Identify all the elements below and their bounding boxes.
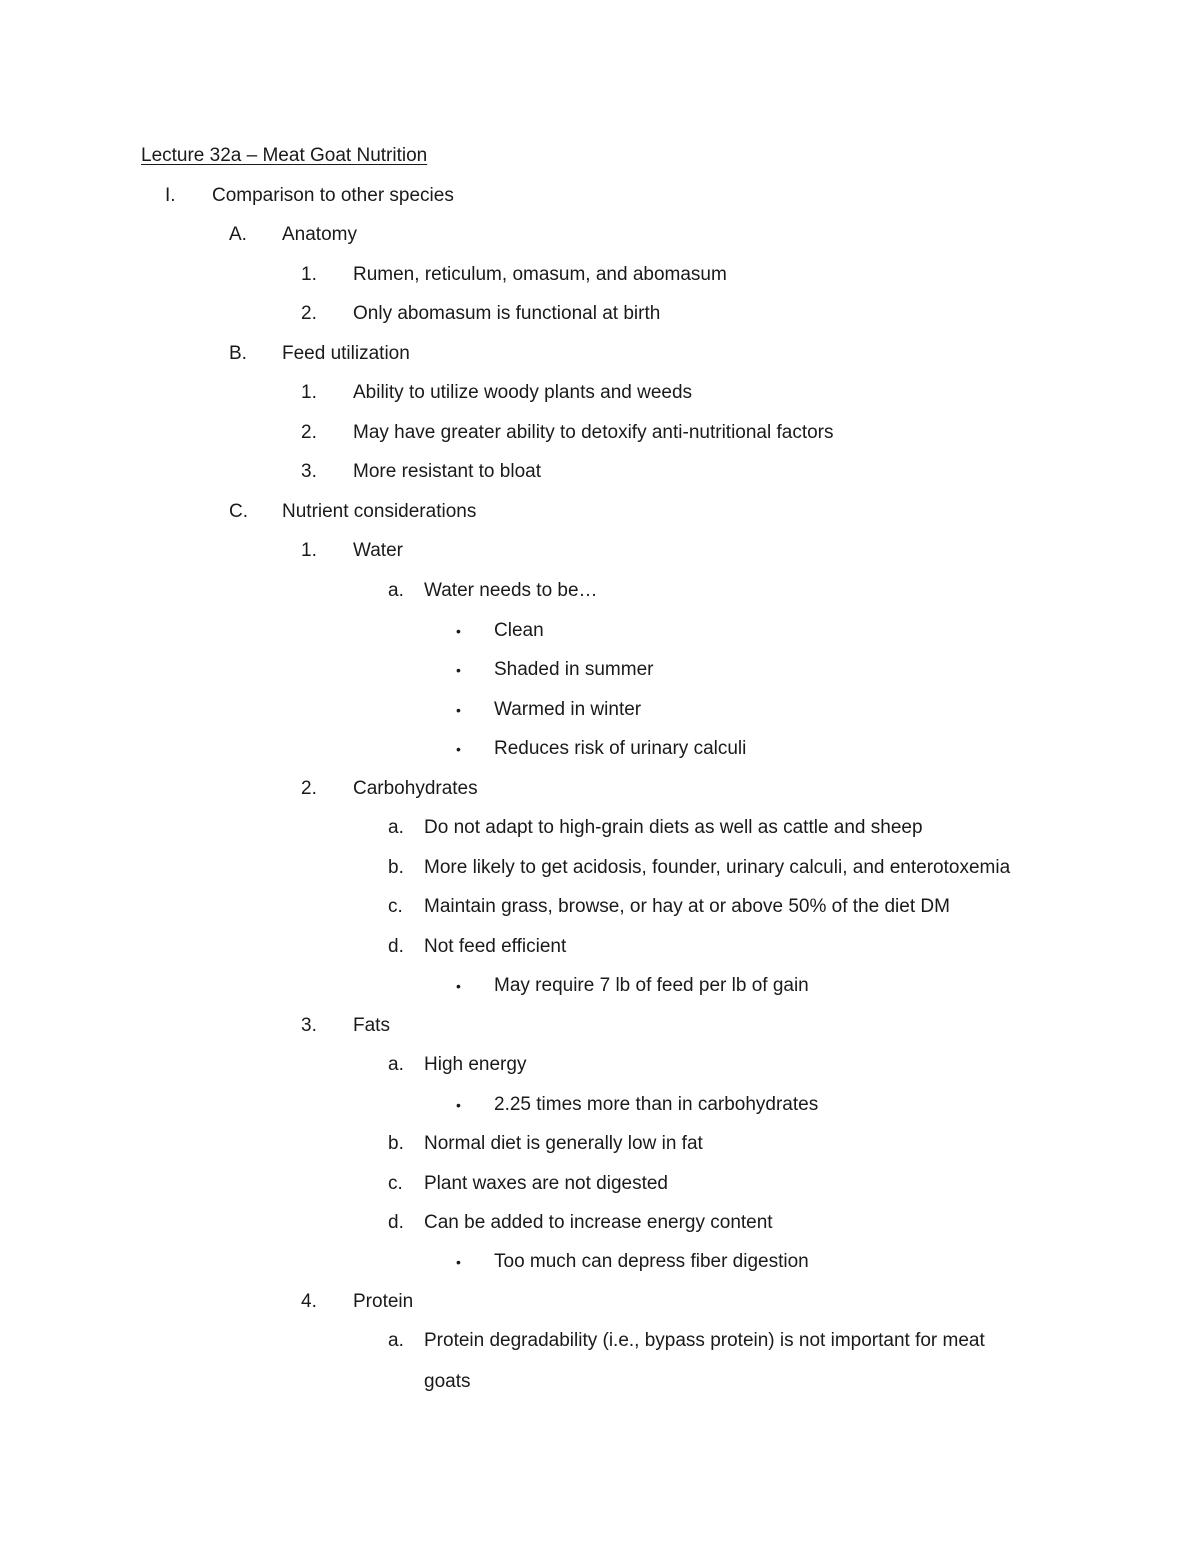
bullet-item: Too much can depress fiber digestion xyxy=(494,1251,809,1272)
list-item: Water needs to be… xyxy=(424,580,598,601)
outline-marker: 1. xyxy=(301,382,317,403)
outline-marker: 1. xyxy=(301,540,317,561)
outline-marker: A. xyxy=(229,224,247,245)
list-item: Rumen, reticulum, omasum, and abomasum xyxy=(353,264,727,285)
outline-marker: 1. xyxy=(301,264,317,285)
bullet-icon: • xyxy=(456,662,461,678)
list-item: Not feed efficient xyxy=(424,936,567,957)
subheading-water: Water xyxy=(353,540,403,561)
outline-marker: B. xyxy=(229,343,247,364)
outline-marker: 4. xyxy=(301,1291,317,1312)
bullet-item: Warmed in winter xyxy=(494,699,642,720)
outline-marker: d. xyxy=(388,936,404,957)
outline-marker: a. xyxy=(388,580,404,601)
outline-heading-I: Comparison to other species xyxy=(212,185,454,206)
outline-heading-B: Feed utilization xyxy=(282,343,410,364)
outline-marker: b. xyxy=(388,1133,404,1154)
outline-marker: I. xyxy=(165,185,176,206)
list-item: Protein degradability (i.e., bypass protein) is not important for meat xyxy=(424,1330,985,1351)
list-item: More resistant to bloat xyxy=(353,461,541,482)
outline-marker: a. xyxy=(388,817,404,838)
list-item-continuation: goats xyxy=(424,1371,471,1392)
page-title: Lecture 32a – Meat Goat Nutrition xyxy=(141,145,428,166)
bullet-item: May require 7 lb of feed per lb of gain xyxy=(494,975,809,996)
outline-marker: 2. xyxy=(301,303,317,324)
subheading-carbohydrates: Carbohydrates xyxy=(353,778,478,799)
outline-marker: 2. xyxy=(301,422,317,443)
list-item: More likely to get acidosis, founder, urinary calculi, and enterotoxemia xyxy=(424,857,1011,878)
outline-marker: d. xyxy=(388,1212,404,1233)
list-item: Normal diet is generally low in fat xyxy=(424,1133,703,1154)
list-item: Maintain grass, browse, or hay at or above 50% of the diet DM xyxy=(424,896,950,917)
outline-heading-C: Nutrient considerations xyxy=(282,501,477,522)
outline-marker: C. xyxy=(229,501,248,522)
list-item: Can be added to increase energy content xyxy=(424,1212,773,1233)
outline-marker: a. xyxy=(388,1054,404,1075)
list-item: Ability to utilize woody plants and weeds xyxy=(353,382,693,403)
bullet-icon: • xyxy=(456,1254,461,1270)
subheading-protein: Protein xyxy=(353,1291,414,1312)
subheading-fats: Fats xyxy=(353,1015,390,1036)
outline-marker: b. xyxy=(388,857,404,878)
outline-marker: a. xyxy=(388,1330,404,1351)
bullet-item: Shaded in summer xyxy=(494,659,654,680)
outline-marker: 3. xyxy=(301,461,317,482)
outline-marker: 3. xyxy=(301,1015,317,1036)
bullet-icon: • xyxy=(456,978,461,994)
bullet-icon: • xyxy=(456,623,461,639)
outline-marker: c. xyxy=(388,896,403,917)
outline-heading-A: Anatomy xyxy=(282,224,357,245)
list-item: Plant waxes are not digested xyxy=(424,1173,668,1194)
bullet-item: Reduces risk of urinary calculi xyxy=(494,738,747,759)
bullet-icon: • xyxy=(456,1097,461,1113)
list-item: Only abomasum is functional at birth xyxy=(353,303,661,324)
list-item: High energy xyxy=(424,1054,527,1075)
bullet-icon: • xyxy=(456,741,461,757)
outline-marker: 2. xyxy=(301,778,317,799)
list-item: May have greater ability to detoxify anti-nutritional factors xyxy=(353,422,834,443)
outline-marker: c. xyxy=(388,1173,403,1194)
bullet-item: 2.25 times more than in carbohydrates xyxy=(494,1094,819,1115)
bullet-icon: • xyxy=(456,702,461,718)
bullet-item: Clean xyxy=(494,620,544,641)
list-item: Do not adapt to high-grain diets as well as cattle and sheep xyxy=(424,817,923,838)
